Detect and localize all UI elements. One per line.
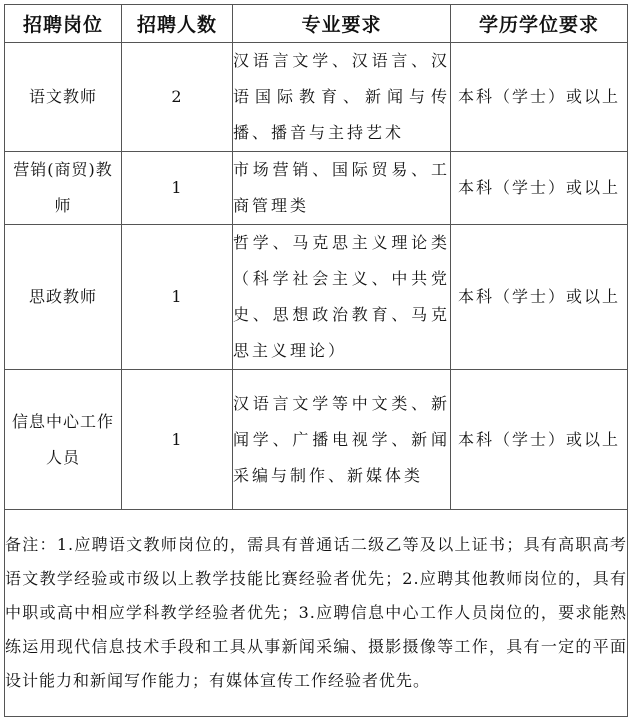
recruitment-table bbox=[4, 4, 628, 717]
count-cell: 1 bbox=[122, 152, 233, 225]
degree-cell: 本科（学士）或以上 bbox=[451, 43, 628, 152]
position-cell: 语文教师 bbox=[5, 43, 122, 152]
table-row bbox=[5, 152, 628, 225]
header-position: 招聘岗位 bbox=[5, 5, 122, 43]
position-cell: 营销(商贸)教师 bbox=[5, 152, 122, 225]
major-cell: 汉语言文学等中文类、新闻学、广播电视学、新闻采编与制作、新媒体类 bbox=[233, 370, 451, 510]
count-cell: 1 bbox=[122, 225, 233, 370]
header-major: 专业要求 bbox=[233, 5, 451, 43]
table-header-row bbox=[5, 5, 628, 43]
major-cell: 汉语言文学、汉语言、汉语国际教育、新闻与传播、播音与主持艺术 bbox=[233, 43, 451, 152]
position-cell: 信息中心工作人员 bbox=[5, 370, 122, 510]
degree-cell: 本科（学士）或以上 bbox=[451, 152, 628, 225]
header-count: 招聘人数 bbox=[122, 5, 233, 43]
count-cell: 2 bbox=[122, 43, 233, 152]
table-row bbox=[5, 43, 628, 152]
table-row bbox=[5, 225, 628, 370]
table-row bbox=[5, 370, 628, 510]
major-cell: 哲学、马克思主义理论类（科学社会主义、中共党史、思想政治教育、马克思主义理论） bbox=[233, 225, 451, 370]
degree-cell: 本科（学士）或以上 bbox=[451, 370, 628, 510]
position-cell: 思政教师 bbox=[5, 225, 122, 370]
recruitment-table-container bbox=[4, 4, 627, 717]
degree-cell: 本科（学士）或以上 bbox=[451, 225, 628, 370]
note-row bbox=[5, 510, 628, 717]
header-degree: 学历学位要求 bbox=[451, 5, 628, 43]
note-text: 备注：1.应聘语文教师岗位的，需具有普通话二级乙等及以上证书；具有高职高考语文教学经验或市级以上教学技能比赛经验者优先；2.应聘其他教师岗位的，具有中职或高中相应学科教学经验者优先；3.应聘信息中心工作人员岗位的，要求能熟练运用现代信息技术手段和工具从事新闻采编、摄影摄像等工作，具有一定的平面设计能力和新闻写作能力；有媒体宣传工作经验者优先。 bbox=[5, 510, 628, 717]
major-cell: 市场营销、国际贸易、工商管理类 bbox=[233, 152, 451, 225]
count-cell: 1 bbox=[122, 370, 233, 510]
